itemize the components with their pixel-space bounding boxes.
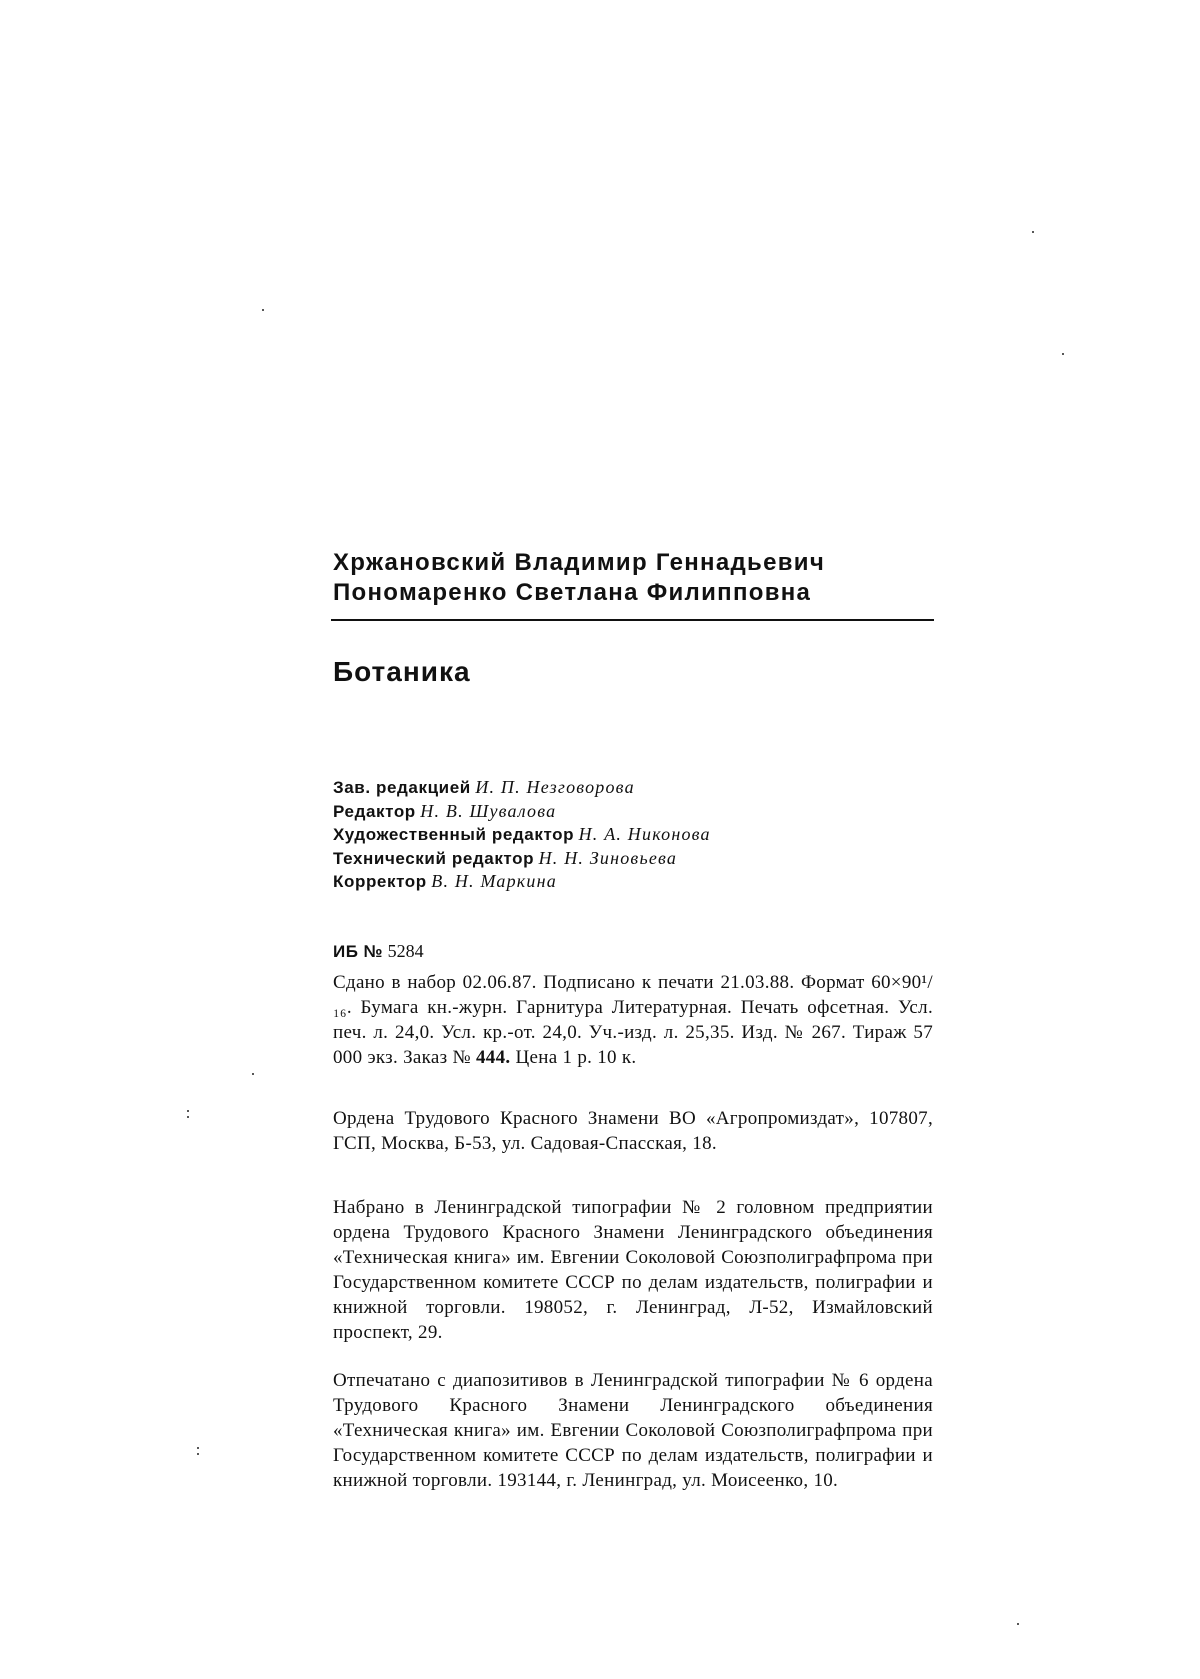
- author-name: Пономаренко Светлана Филипповна: [333, 579, 812, 606]
- scan-speck: [252, 1073, 254, 1075]
- print-specs-paragraph: [333, 970, 933, 1070]
- credit-role: Художественный редактор: [333, 825, 575, 844]
- scan-speck: [1017, 1623, 1019, 1625]
- ib-label: ИБ №: [333, 942, 384, 961]
- credit-row: [333, 847, 933, 871]
- order-number: 444.: [475, 1047, 511, 1068]
- scan-speck: [1032, 231, 1034, 233]
- editorial-credits: [333, 776, 933, 894]
- credit-role: Редактор: [333, 801, 416, 821]
- print-specs-text: Сдано в набор 02.06.87. Подписано к печати 21.03.88. Формат 60×90¹/₁₆. Бумага кн.-журн. Гарнитура Литературная. Печать офсетная. Усл. печ. л. 24,0. Усл. кр.-от. 24,0. Уч.-изд. л. 25,35. Изд. № 267. Тираж 57 000 экз. Заказ №: [333, 972, 933, 1068]
- author-list: [333, 548, 933, 608]
- price: Цена 1 р. 10 к.: [515, 1047, 637, 1068]
- title-divider: [331, 619, 934, 621]
- credit-person: В. Н. Маркина: [431, 871, 557, 891]
- scan-speck: [1062, 353, 1064, 355]
- credit-person: Н. Н. Зиновьева: [538, 847, 678, 868]
- credit-role: Корректор: [333, 872, 427, 891]
- ib-number-line: [333, 939, 933, 964]
- credit-row: [333, 823, 933, 847]
- scan-speck: [262, 309, 264, 311]
- printing-paragraph: Отпечатано с диапозитивов в Ленинградской типографии № 6 ордена Трудового Красного Знамени Ленинградского объединения «Техническая книга» им. Евгении Соколовой Союзполиграфпрома при Государственном комитете СССР по делам издательств, полиграфии и книжной торговли. 193144, г. Ленинград, ул. Моисеенко, 10.: [333, 1370, 933, 1491]
- credit-person: И. П. Незговорова: [475, 777, 635, 797]
- scan-speck: [187, 1116, 189, 1118]
- credit-role: Зав. редакцией: [333, 778, 471, 797]
- scan-speck: [197, 1453, 199, 1455]
- author-name: Хржановский Владимир Геннадьевич: [333, 549, 826, 576]
- credit-role: Технический редактор: [333, 848, 535, 868]
- credit-row: [333, 800, 933, 824]
- credit-person: Н. А. Никонова: [578, 824, 711, 844]
- credit-row: [333, 776, 933, 800]
- scan-speck: [187, 1110, 189, 1112]
- publisher-paragraph: Ордена Трудового Красного Знамени ВО «Агропромиздат», 107807, ГСП, Москва, Б-53, ул. Садовая-Спасская, 18.: [333, 1108, 933, 1154]
- credit-person: Н. В. Шувалова: [420, 800, 557, 821]
- typesetting-paragraph: Набрано в Ленинградской типографии № 2 головном предприятии ордена Трудового Красного Знамени Ленинградского объединения «Техническая книга» им. Евгении Соколовой Союзполиграфпрома при Государственном комитете СССР по делам издательств, полиграфии и книжной торговли. 198052, г. Ленинград, Л-52, Измайловский проспект, 29.: [333, 1197, 933, 1343]
- book-title: Ботаника: [333, 656, 471, 687]
- credit-row: [333, 870, 933, 894]
- ib-number: 5284: [387, 941, 424, 961]
- scan-speck: [197, 1447, 199, 1449]
